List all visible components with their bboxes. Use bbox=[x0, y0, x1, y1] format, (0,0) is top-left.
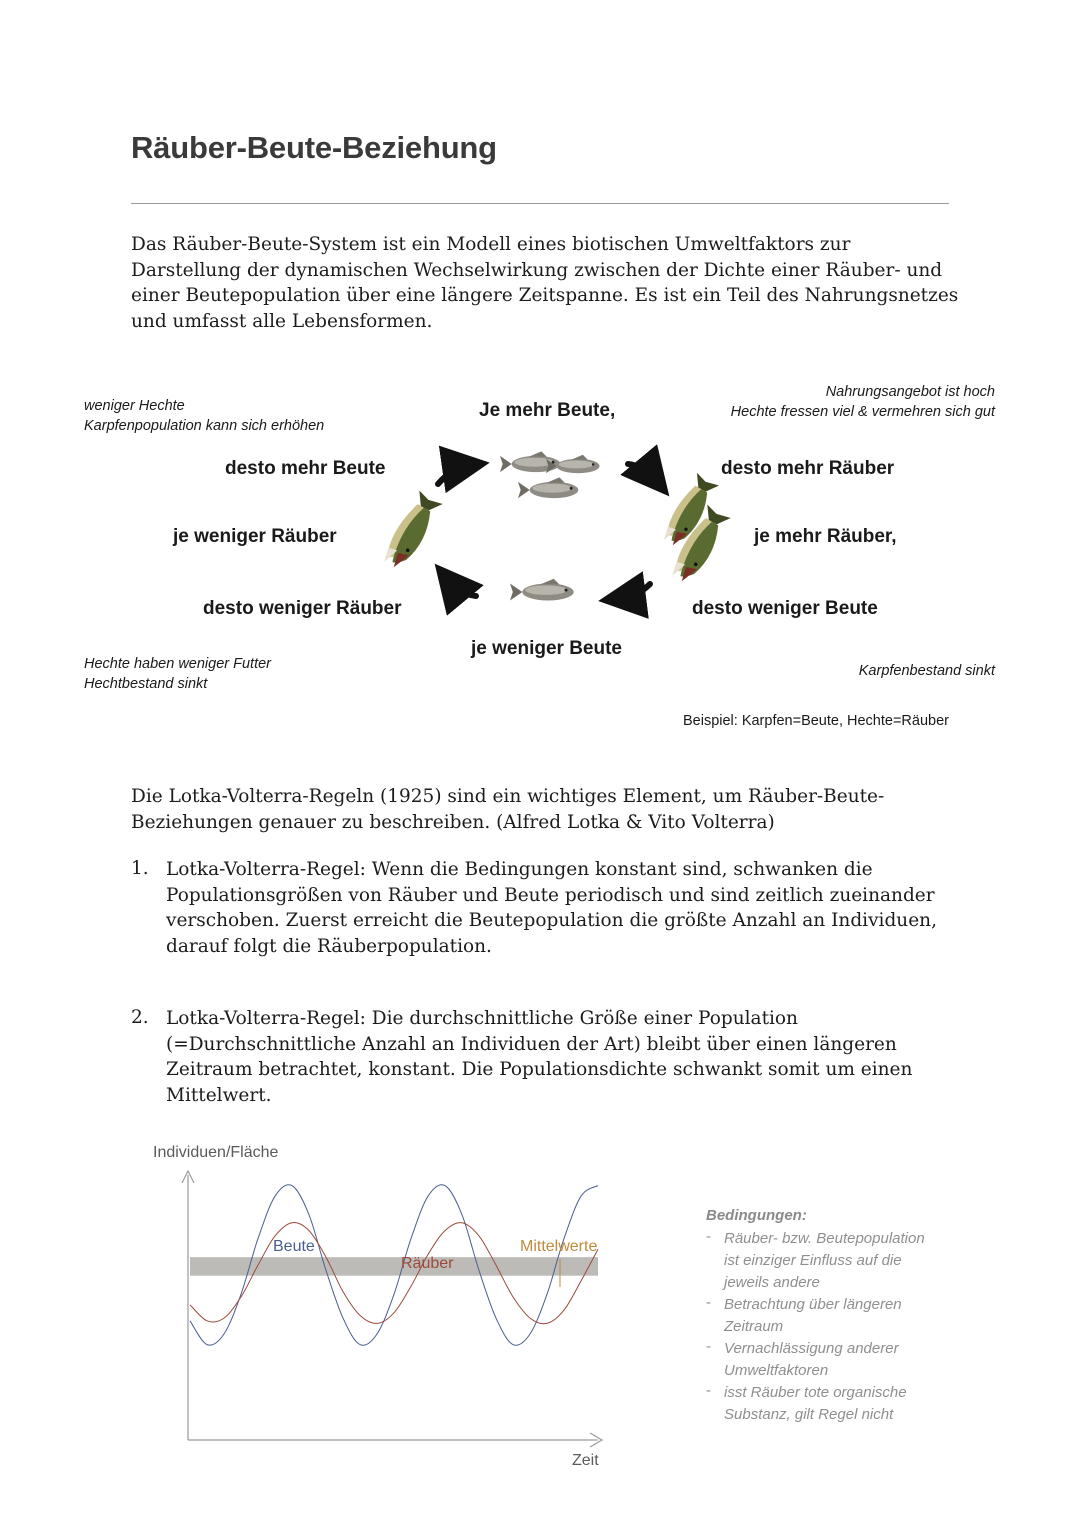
example-caption: Beispiel: Karpfen=Beute, Hechte=Räuber bbox=[682, 713, 949, 729]
carp-school-icon bbox=[500, 451, 600, 498]
cycle-bottom: je weniger Beute bbox=[471, 638, 622, 659]
pike-single-icon bbox=[380, 491, 443, 573]
note-top-left-2: Karpfenpopulation kann sich erhöhen bbox=[84, 418, 325, 434]
cycle-left-bottom: desto weniger Räuber bbox=[203, 598, 402, 619]
conditions-box bbox=[706, 1207, 934, 1426]
y-axis-label: Individuen/Fläche bbox=[153, 1144, 279, 1161]
carp-single-icon bbox=[510, 579, 574, 601]
pike-group-icon bbox=[660, 473, 731, 587]
cycle-top: Je mehr Beute, bbox=[479, 400, 616, 421]
cycle-graphics bbox=[0, 0, 1080, 760]
rule-2-text: Lotka-Volterra-Regel: Die durchschnittliche Größe einer Population (=Durchschnittliche Anzahl an Individuen der Art) bleibt über einen längeren Zeitraum betrachtet, konstant. Die Populationsdichte schwankt somit um einen Mittelwert. bbox=[166, 1008, 913, 1106]
conditions-list bbox=[706, 1228, 934, 1426]
note-bottom-left-2: Hechtbestand sinkt bbox=[84, 676, 208, 692]
cycle-right-mid: je mehr Räuber, bbox=[754, 526, 897, 547]
lv-intro-paragraph: Die Lotka-Volterra-Regeln (1925) sind ein wichtiges Element, um Räuber-Beute-Beziehungen genauer zu beschreiben. (Alfred Lotka & Vito Volterra) bbox=[131, 786, 885, 833]
label-raeuber: Räuber bbox=[401, 1255, 454, 1272]
condition-item: - Räuber- bzw. Beutepopulation ist einziger Einfluss auf die jeweils andere bbox=[706, 1228, 925, 1291]
x-axis-label: Zeit bbox=[572, 1452, 599, 1469]
rule-1-number: 1. bbox=[131, 858, 149, 879]
condition-item: - Vernachlässigung anderer Umweltfaktoren bbox=[706, 1338, 899, 1379]
label-mittelwerte: Mittelwerte bbox=[520, 1238, 598, 1255]
cycle-right-top: desto mehr Räuber bbox=[721, 458, 895, 479]
arrow-bottom-left-icon bbox=[450, 582, 476, 596]
condition-item: - Betrachtung über längeren Zeitraum bbox=[706, 1294, 902, 1335]
arrow-bottom-right-icon bbox=[622, 584, 650, 598]
rule-2-number: 2. bbox=[131, 1007, 149, 1028]
condition-item: - isst Räuber tote organische Substanz, gilt Regel nicht bbox=[706, 1382, 907, 1423]
note-bottom-right: Karpfenbestand sinkt bbox=[858, 663, 995, 679]
intro-paragraph: Das Räuber-Beute-System ist ein Modell eines biotischen Umweltfaktors zur Darstellung der dynamischen Wechselwirkung zwischen der Dichte einer Räuber- und einer Beutepopulation über eine längere Zeitspanne. Es ist ein Teil des Nahrungsnetzes und umfasst alle Lebensformen. bbox=[131, 234, 959, 332]
note-top-right-2: Hechte fressen viel & vermehren sich gut bbox=[730, 404, 995, 420]
cycle-right-bottom: desto weniger Beute bbox=[692, 598, 878, 619]
label-beute: Beute bbox=[273, 1238, 315, 1255]
note-top-right-1: Nahrungsangebot ist hoch bbox=[825, 384, 995, 400]
rule-1-text: Lotka-Volterra-Regel: Wenn die Bedingungen konstant sind, schwanken die Populationsgrößen von Räuber und Beute periodisch und sind zeitlich zueinander verschoben. Zuerst erreicht die Beutepopulation die größte Anzahl an Individuen, darauf folgt die Räuberpopulation. bbox=[166, 859, 937, 957]
cycle-left-mid: je weniger Räuber bbox=[173, 526, 337, 547]
arrow-top-left-icon bbox=[438, 466, 466, 484]
page-title: Räuber-Beute-Beziehung bbox=[131, 130, 497, 165]
note-bottom-left-1: Hechte haben weniger Futter bbox=[84, 656, 271, 672]
conditions-heading: Bedingungen: bbox=[706, 1207, 807, 1224]
note-top-left-1: weniger Hechte bbox=[84, 398, 185, 414]
arrow-top-right-icon bbox=[628, 464, 654, 478]
lotka-volterra-chart bbox=[140, 1135, 640, 1475]
cycle-left-top: desto mehr Beute bbox=[225, 458, 386, 479]
